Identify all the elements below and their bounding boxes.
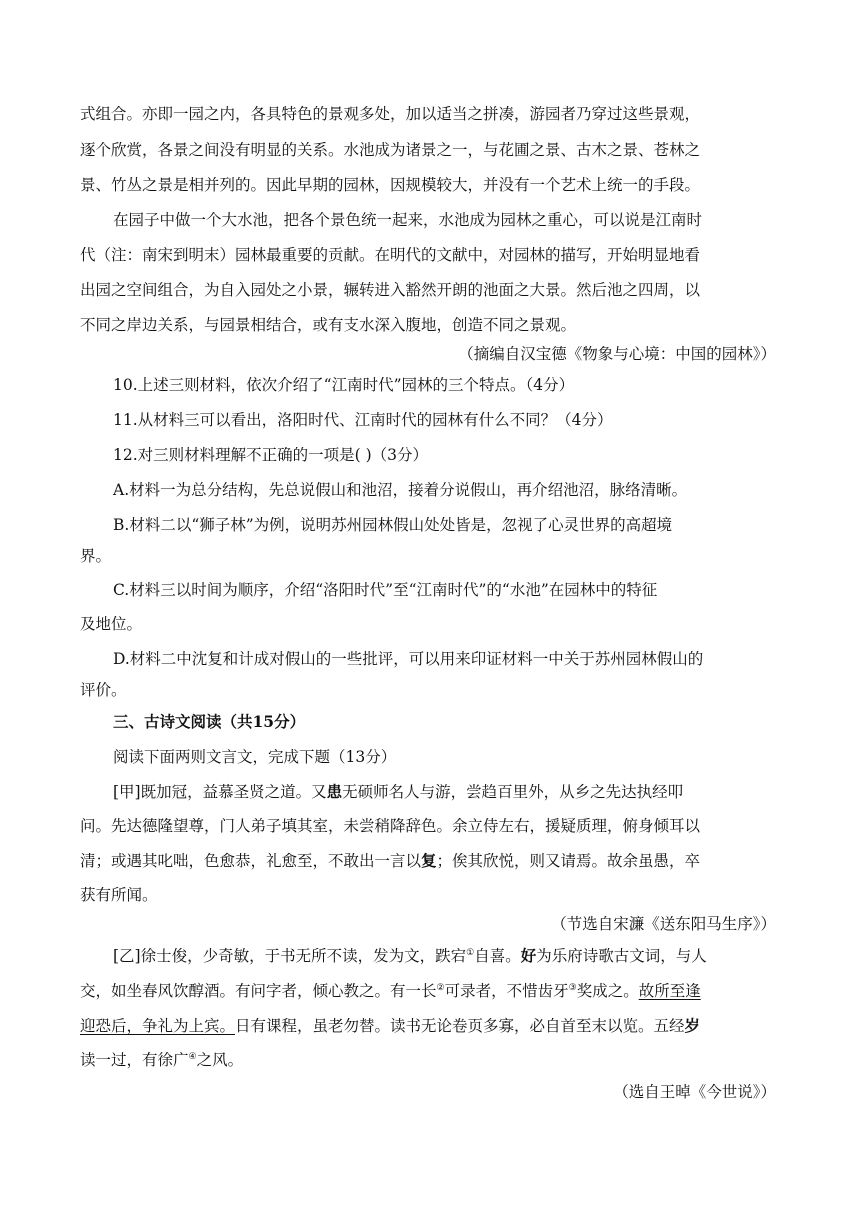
text-run: [甲]既加冠，益慕圣贤之道。又 xyxy=(113,783,327,801)
text-run: 无硕师名人与游，尝趋百里外，从乡之先达执经叩 xyxy=(342,783,684,801)
option-c-line: C.材料三以时间为顺序，介绍“洛阳时代”至“江南时代”的“水池”在园林中的特征 xyxy=(113,581,658,599)
text-yi-line xyxy=(80,1015,780,1037)
text-jia-line: 获有所闻。 xyxy=(80,886,158,904)
paragraph-line: 逐个欣赏，各景之间没有明显的关系。水池成为诸景之一，与花圃之景、古木之景、苍林之 xyxy=(80,141,701,159)
paragraph-line: 不同之岸边关系，与园景相结合，或有支水深入腹地，创造不同之景观。 xyxy=(80,316,577,334)
paragraph-line: 式组合。亦即一园之内，各具特色的景观多处，加以适当之拼凑，游园者乃穿过这些景观， xyxy=(80,105,701,123)
option-d-line: 评价。 xyxy=(80,681,127,699)
text-yi-source: （选自王晫《今世说》） xyxy=(613,1083,776,1101)
text-yi-line xyxy=(113,945,780,967)
text-run: 可录者，不惜齿牙 xyxy=(444,982,569,1000)
text-jia-line: 问。先达德隆望尊，门人弟子填其室，未尝稍降辞色。余立侍左右，援疑质理，俯身倾耳以 xyxy=(80,817,701,835)
footnote-marker: ④ xyxy=(188,1052,197,1062)
option-b-line: 界。 xyxy=(80,547,112,565)
bold-keyword: 复 xyxy=(421,851,437,870)
text-run: 自喜。 xyxy=(474,947,521,965)
material-source: （摘编自汉宝德《物象与心境：中国的园林》） xyxy=(458,345,776,363)
text-yi-line xyxy=(80,980,780,1002)
option-c-line: 及地位。 xyxy=(80,615,143,633)
footnote-marker: ③ xyxy=(568,983,577,993)
bold-keyword: 好 xyxy=(520,946,537,965)
footnote-marker: ② xyxy=(436,983,445,993)
text-run: ；俟其欣悦，则又请焉。故余虽愚，卒 xyxy=(436,852,701,870)
footnote-marker: ① xyxy=(466,948,475,958)
text-run: 之风。 xyxy=(196,1051,244,1069)
text-jia-line xyxy=(80,850,780,872)
section-instruction: 阅读下面两则文言文，完成下题（13分） xyxy=(113,748,397,766)
paragraph-line: 代（注：南宋到明末）园林最重要的贡献。在明代的文献中，对园林的描写，开始明显地看 xyxy=(80,246,701,264)
question-10: 10.上述三则材料，依次介绍了“江南时代”园林的三个特点。（4分） xyxy=(113,376,575,394)
text-run: 交，如坐春风饮醇酒。有问字者，倾心教之。有一长 xyxy=(80,982,437,1000)
bold-keyword: 患 xyxy=(326,782,343,801)
paragraph-line: 出园之空间组合，为自入园处之小景，辗转进入豁然开朗的池面之大景。然后池之四周，以 xyxy=(80,281,701,299)
option-b-line: B.材料二以“狮子林”为例，说明苏州园林假山处处皆是，忽视了心灵世界的高超境 xyxy=(113,516,673,534)
paragraph-line: 景、竹丛之景是相并列的。因此早期的园林，因规模较大，并没有一个艺术上统一的手段。 xyxy=(80,176,701,194)
text-jia-source: （节选自宋濂《送东阳马生序》） xyxy=(551,915,776,933)
option-d-line: D.材料二中沈复和计成对假山的一些批评，可以用来印证材料一中关于苏州园林假山的 xyxy=(113,650,704,668)
question-11: 11.从材料三可以看出，洛阳时代、江南时代的园林有什么不同？（4分） xyxy=(113,411,613,429)
text-jia-line xyxy=(113,781,780,803)
question-12: 12.对三则材料理解不正确的一项是( )（3分） xyxy=(113,446,429,464)
paragraph-line: 在园子中做一个大水池，把各个景色统一起来，水池成为园林之重心，可以说是江南时 xyxy=(113,211,703,229)
text-yi-line xyxy=(80,1049,780,1071)
bold-keyword: 岁 xyxy=(684,1016,701,1035)
text-run: [乙]徐士俊，少奇敏，于书无所不读，发为文，跌宕 xyxy=(113,947,467,965)
text-run: 清；或遇其叱咄，色愈恭，礼愈至，不敢出一言以 xyxy=(80,852,422,870)
text-run: 读一过，有徐广 xyxy=(80,1051,189,1069)
text-run: 奖成之。 xyxy=(576,982,639,1000)
section-heading: 三、古诗文阅读（共15分） xyxy=(113,712,306,731)
text-run: 日有课程，虽老勿替。读书无论卷页多寡，必自首至末以览。五经 xyxy=(235,1017,685,1035)
text-run: 为乐府诗歌古文词，与人 xyxy=(536,947,707,965)
underlined-sentence: 迎恐后，争礼为上宾。 xyxy=(80,1017,236,1035)
underlined-sentence: 故所至逢 xyxy=(638,982,701,1000)
option-a: A.材料一为总分结构，先总说假山和池沼，接着分说假山，再介绍池沼，脉络清晰。 xyxy=(113,481,688,499)
